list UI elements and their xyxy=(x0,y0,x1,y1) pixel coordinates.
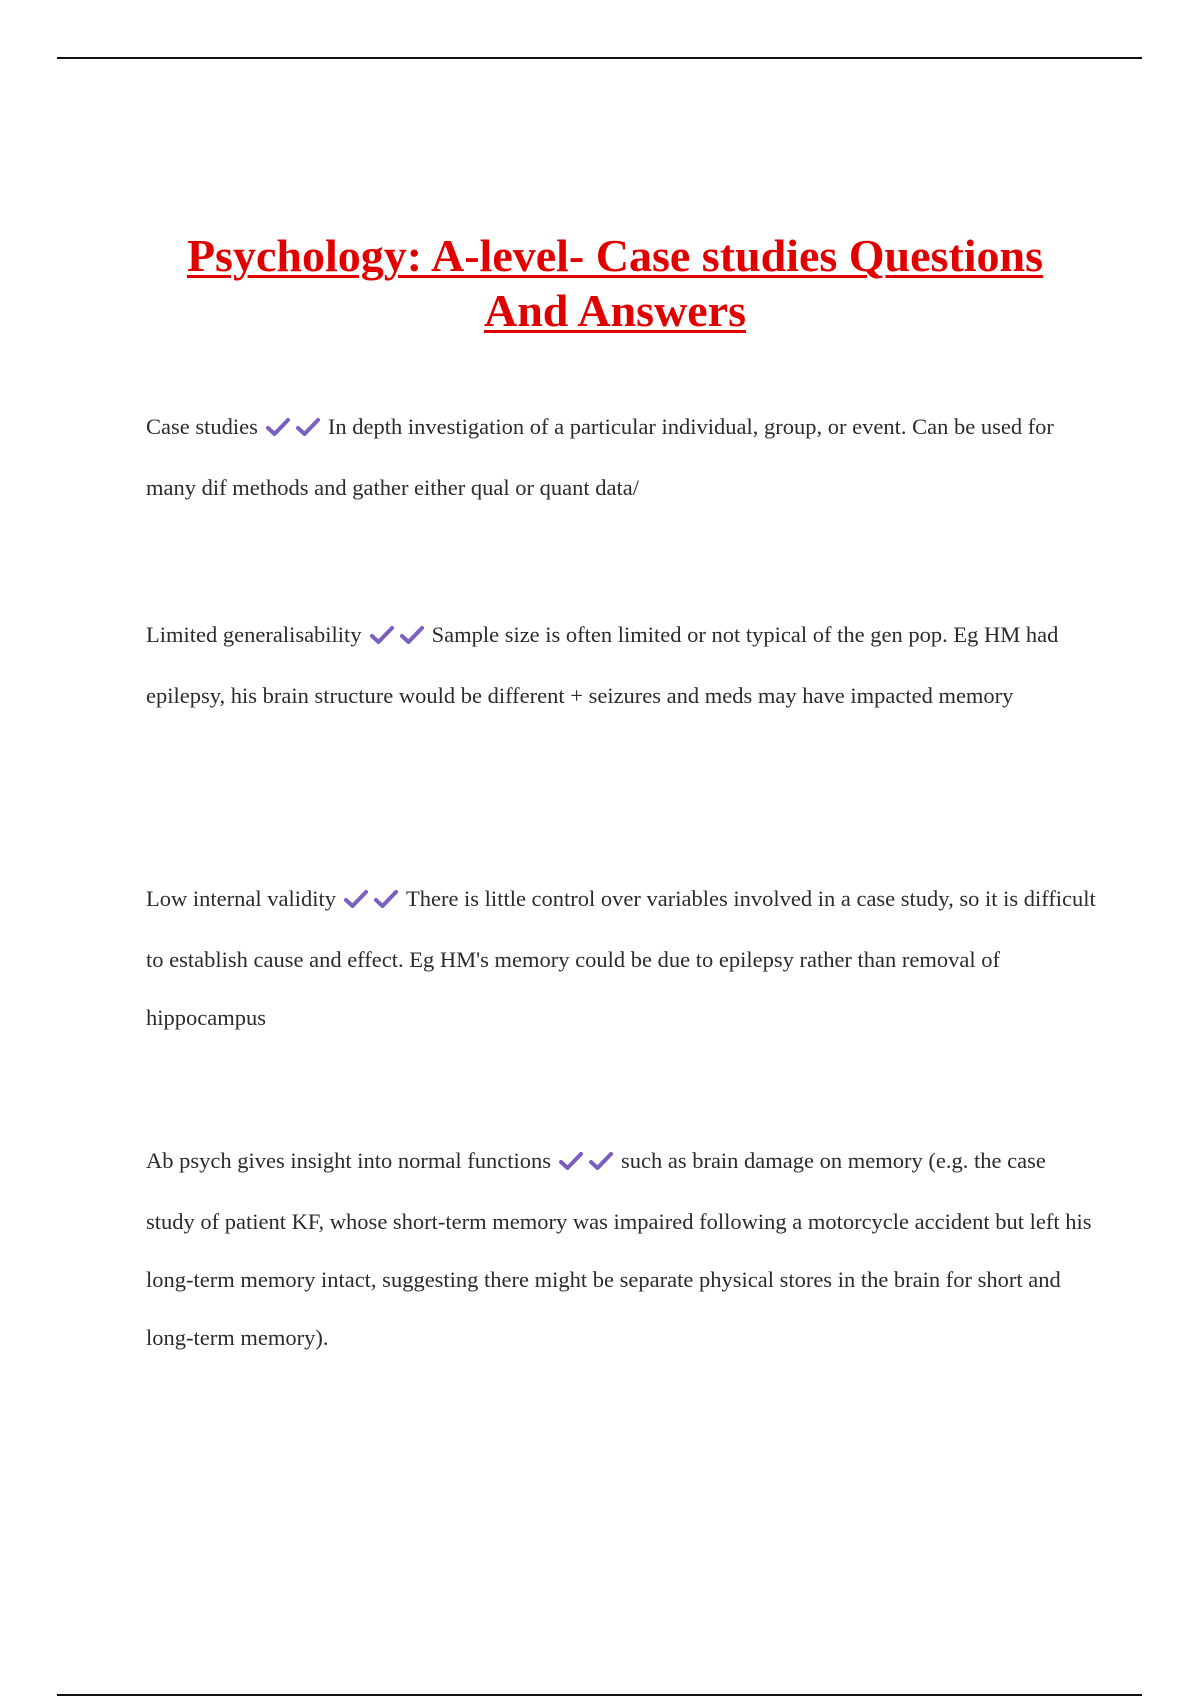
qa-term: Ab psych gives insight into normal functions xyxy=(146,1148,551,1173)
qa-term: Limited generalisability xyxy=(146,622,362,647)
qa-answer: Sample size is often limited or not typical of the gen pop. Eg HM had epilepsy, his brain structure would be different + seizures and meds may have impacted memory xyxy=(146,622,1059,708)
qa-answer: In depth investigation of a particular individual, group, or event. Can be used for many dif methods and gather either qual or quant data/ xyxy=(146,414,1054,500)
document-title xyxy=(90,228,1140,338)
checkmark-icon xyxy=(370,625,394,645)
double-checkmark-icon xyxy=(344,873,404,931)
checkmark-icon xyxy=(374,889,398,909)
title-line-2: And Answers xyxy=(483,285,746,336)
checkmark-icon xyxy=(400,625,424,645)
checkmark-icon xyxy=(344,889,368,909)
checkmark-icon xyxy=(296,417,320,437)
double-checkmark-icon xyxy=(266,401,326,459)
double-checkmark-icon xyxy=(559,1135,619,1193)
title-line-1: Psychology: A-level- Case studies Questions xyxy=(186,230,1044,281)
qa-item xyxy=(146,870,1096,1047)
top-rule xyxy=(57,57,1142,59)
checkmark-icon xyxy=(589,1151,613,1171)
double-checkmark-icon xyxy=(370,609,430,667)
checkmark-icon xyxy=(559,1151,583,1171)
qa-item xyxy=(146,398,1096,517)
qa-answer: such as brain damage on memory (e.g. the case study of patient KF, whose short-term memory was impaired following a motorcycle accident but left his long-term memory intact, suggesting there might be separate physical stores in the brain for short and long-term memory). xyxy=(146,1148,1092,1350)
bottom-rule xyxy=(57,1694,1142,1696)
checkmark-icon xyxy=(266,417,290,437)
qa-answer: There is little control over variables involved in a case study, so it is difficult to establish cause and effect. Eg HM's memory could be due to epilepsy rather than removal of hippocampus xyxy=(146,886,1096,1030)
qa-term: Low internal validity xyxy=(146,886,336,911)
qa-item xyxy=(146,1132,1096,1367)
qa-item xyxy=(146,606,1096,725)
qa-term: Case studies xyxy=(146,414,258,439)
